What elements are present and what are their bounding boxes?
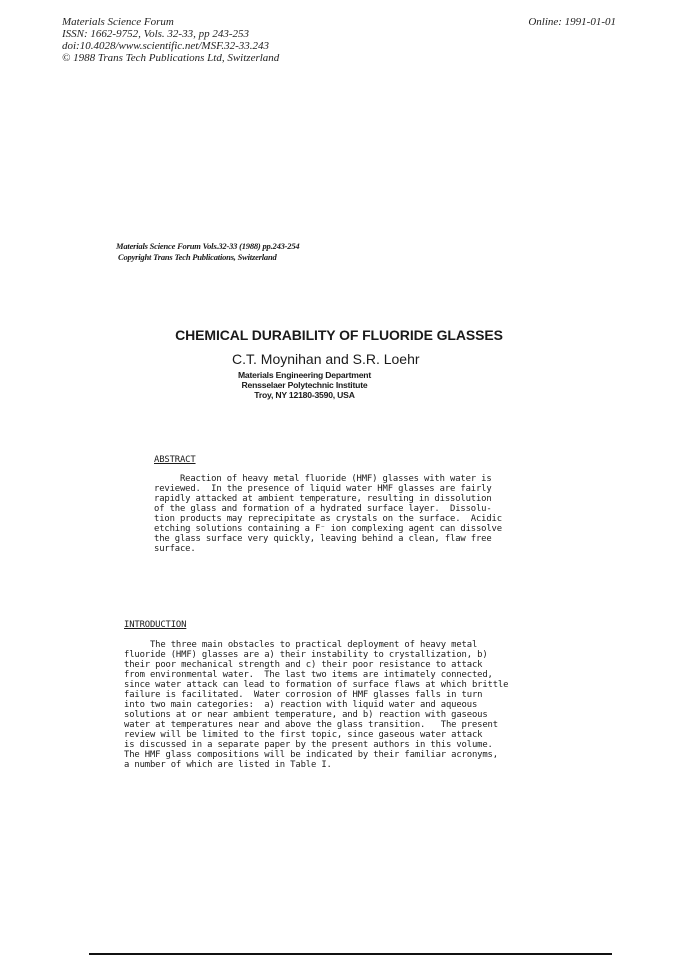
intro-line: failure is facilitated. Water corrosion of HMF glasses falls in turn: [124, 690, 483, 700]
header-online-date: Online: 1991-01-01: [528, 16, 616, 28]
affiliation-address: Troy, NY 12180-3590, USA: [254, 390, 355, 400]
intro-line: solutions at or near ambient temperature, and b) reaction with gaseous: [124, 710, 488, 720]
abstract-line: reviewed. In the presence of liquid water HMF glasses are fairly: [154, 484, 492, 494]
header-copyright: © 1988 Trans Tech Publications Ltd, Switzerland: [62, 52, 280, 64]
header-issn: ISSN: 1662-9752, Vols. 32-33, pp 243-253: [62, 28, 249, 40]
citation-line-2: Copyright Trans Tech Publications, Switzerland: [118, 252, 277, 262]
affiliation-block: [232, 370, 377, 400]
intro-line: a number of which are listed in Table I.: [124, 760, 332, 770]
header-journal: Materials Science Forum: [62, 16, 174, 28]
intro-line: since water attack can lead to formation of surface flaws at which brittle: [124, 680, 509, 690]
abstract-line: rapidly attacked at ambient temperature, resulting in dissolution: [154, 494, 492, 504]
intro-line: review will be limited to the first topic, since gaseous water attack: [124, 730, 483, 740]
abstract-line: surface.: [154, 544, 196, 554]
abstract-line: Reaction of heavy metal fluoride (HMF) glasses with water is: [154, 474, 492, 484]
affiliation-institute: Rensselaer Polytechnic Institute: [241, 380, 368, 390]
intro-line: their poor mechanical strength and c) their poor resistance to attack: [124, 660, 483, 670]
footer-rule: [89, 953, 612, 955]
intro-line: fluoride (HMF) glasses are a) their instability to crystallization, b): [124, 650, 488, 660]
intro-line: into two main categories: a) reaction with liquid water and aqueous: [124, 700, 478, 710]
affiliation-department: Materials Engineering Department: [237, 370, 372, 380]
header-doi[interactable]: doi:10.4028/www.scientific.net/MSF.32-33.243: [62, 40, 270, 52]
intro-line: from environmental water. The last two items are intimately connected,: [124, 670, 493, 680]
paper-title: CHEMICAL DURABILITY OF FLUORIDE GLASSES: [175, 327, 503, 343]
introduction-body: [124, 640, 508, 770]
abstract-line: tion products may reprecipitate as crystals on the surface. Acidic: [154, 514, 502, 524]
abstract-heading: ABSTRACT: [154, 455, 196, 465]
abstract-line: the glass surface very quickly, leaving behind a clean, flaw free: [154, 534, 492, 544]
paper-authors: C.T. Moynihan and S.R. Loehr: [232, 351, 420, 367]
intro-line: The three main obstacles to practical deployment of heavy metal: [124, 640, 478, 650]
intro-line: water at temperatures near and above the glass transition. The present: [124, 720, 498, 730]
abstract-line: of the glass and formation of a hydrated surface layer. Dissolu-: [154, 504, 492, 514]
intro-line: The HMF glass compositions will be indicated by their familiar acronyms,: [124, 750, 498, 760]
intro-line: is discussed in a separate paper by the present authors in this volume.: [124, 740, 493, 750]
abstract-line: etching solutions containing a F⁻ ion complexing agent can dissolve: [154, 524, 502, 534]
introduction-heading: INTRODUCTION: [124, 620, 187, 630]
citation-line-1: Materials Science Forum Vols.32-33 (1988) pp.243-254: [116, 241, 300, 251]
abstract-body: [154, 474, 502, 554]
